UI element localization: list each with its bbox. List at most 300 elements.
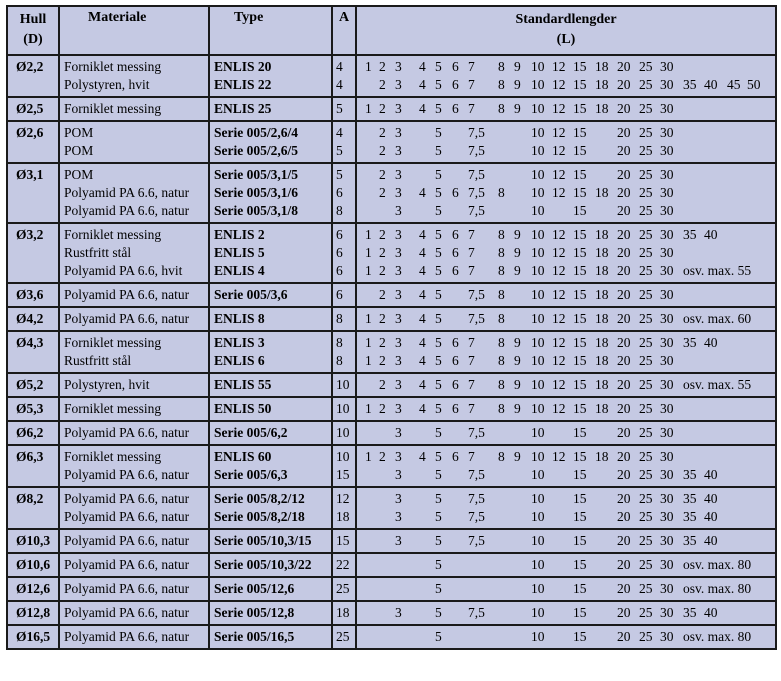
cell-type <box>209 283 332 307</box>
length-value: 12 <box>552 449 566 464</box>
cell-type <box>209 97 332 121</box>
a-value: 6 <box>336 287 343 302</box>
length-value: 7 <box>468 449 475 464</box>
type-text: Serie 005/6,3 <box>214 467 288 482</box>
cell-hull <box>7 121 59 163</box>
length-value: 30 <box>660 629 674 644</box>
cell-materiale <box>59 307 209 331</box>
length-value: 8 <box>498 227 505 242</box>
length-value: 8 <box>498 59 505 74</box>
length-line <box>361 466 775 484</box>
length-value: 8 <box>498 101 505 116</box>
length-line <box>361 184 775 202</box>
materiale-text: Polyamid PA 6.6, natur <box>64 311 190 326</box>
length-note: osv. max. 55 <box>683 263 752 278</box>
hull-value: Ø4,3 <box>16 335 44 350</box>
cell-hull <box>7 445 59 487</box>
length-value: 20 <box>617 185 631 200</box>
length-value: 30 <box>660 203 674 218</box>
hull-value: Ø10,3 <box>16 533 51 548</box>
length-value: 7 <box>468 401 475 416</box>
length-value: 10 <box>531 533 545 548</box>
length-value: 5 <box>435 581 442 596</box>
length-value: 20 <box>617 335 631 350</box>
materiale-text: Forniklet messing <box>64 101 162 116</box>
cell-a <box>332 625 356 649</box>
length-value: 10 <box>531 509 545 524</box>
type-text: ENLIS 8 <box>214 311 265 326</box>
length-value: 6 <box>452 335 459 350</box>
length-value: 3 <box>395 203 402 218</box>
length-value: 6 <box>452 59 459 74</box>
length-value: 25 <box>639 605 653 620</box>
table-body <box>7 55 776 649</box>
length-line <box>361 532 775 550</box>
length-value: 5 <box>435 377 442 392</box>
length-value: 4 <box>419 263 426 278</box>
length-value: 15 <box>573 245 587 260</box>
length-value: 10 <box>531 377 545 392</box>
length-value: 40 <box>704 509 718 524</box>
length-value: 6 <box>452 245 459 260</box>
length-value: 3 <box>395 467 402 482</box>
length-value: 20 <box>617 125 631 140</box>
length-value: 10 <box>531 101 545 116</box>
cell-a <box>332 397 356 421</box>
length-value: 4 <box>419 377 426 392</box>
length-value: 18 <box>595 377 609 392</box>
cell-type <box>209 529 332 553</box>
length-value: 25 <box>639 125 653 140</box>
cell-type <box>209 121 332 163</box>
a-value: 10 <box>336 401 350 416</box>
length-value: 18 <box>595 263 609 278</box>
cell-type <box>209 445 332 487</box>
length-value: 5 <box>435 263 442 278</box>
length-value: 18 <box>595 353 609 368</box>
cell-hull <box>7 163 59 223</box>
cell-standardlengder <box>356 487 776 529</box>
length-value: 30 <box>660 167 674 182</box>
length-value: 5 <box>435 185 442 200</box>
table-row <box>7 55 776 97</box>
cell-a <box>332 577 356 601</box>
length-value: 25 <box>639 401 653 416</box>
length-value: 12 <box>552 167 566 182</box>
type-text: Serie 005/3,6 <box>214 287 288 302</box>
length-value: 20 <box>617 581 631 596</box>
length-value: 1 <box>365 449 372 464</box>
length-value: 7 <box>468 377 475 392</box>
materiale-text: Polyamid PA 6.6, natur <box>64 491 190 506</box>
length-value: 30 <box>660 311 674 326</box>
length-value: 15 <box>573 377 587 392</box>
length-value: 12 <box>552 287 566 302</box>
length-value: 35 <box>683 533 697 548</box>
length-value: 25 <box>639 449 653 464</box>
table-row <box>7 331 776 373</box>
length-value: 30 <box>660 263 674 278</box>
materiale-text: Polyamid PA 6.6, natur <box>64 185 190 200</box>
length-note: osv. max. 55 <box>683 377 752 392</box>
length-value: 12 <box>552 335 566 350</box>
header-standardlengder-sub: (L) <box>556 32 576 47</box>
length-value: 10 <box>531 449 545 464</box>
materiale-text: Forniklet messing <box>64 335 162 350</box>
cell-hull <box>7 529 59 553</box>
length-value: 7,5 <box>468 185 485 200</box>
length-value: 8 <box>498 287 505 302</box>
type-text: Serie 005/10,3/22 <box>214 557 312 572</box>
length-value: 18 <box>595 287 609 302</box>
length-value: 35 <box>683 77 697 92</box>
cell-materiale <box>59 553 209 577</box>
length-line <box>361 628 775 646</box>
header-hull-label: Hull <box>19 12 47 27</box>
length-value: 3 <box>395 425 402 440</box>
cell-type <box>209 223 332 283</box>
length-value: 5 <box>435 509 442 524</box>
cell-standardlengder <box>356 283 776 307</box>
cell-hull <box>7 223 59 283</box>
materiale-text: Polyamid PA 6.6, natur <box>64 581 190 596</box>
length-value: 18 <box>595 449 609 464</box>
length-value: 7 <box>468 263 475 278</box>
length-line <box>361 490 775 508</box>
length-value: 2 <box>379 401 386 416</box>
length-value: 5 <box>435 125 442 140</box>
type-text: Serie 005/12,8 <box>214 605 295 620</box>
length-value: 10 <box>531 59 545 74</box>
length-value: 7 <box>468 353 475 368</box>
cell-materiale <box>59 121 209 163</box>
length-value: 30 <box>660 509 674 524</box>
length-value: 12 <box>552 263 566 278</box>
length-value: 2 <box>379 167 386 182</box>
cell-standardlengder <box>356 331 776 373</box>
cell-a <box>332 445 356 487</box>
cell-hull <box>7 625 59 649</box>
length-value: 15 <box>573 227 587 242</box>
cell-standardlengder <box>356 223 776 283</box>
length-value: 25 <box>639 533 653 548</box>
cell-standardlengder <box>356 55 776 97</box>
length-value: 15 <box>573 353 587 368</box>
length-value: 15 <box>573 605 587 620</box>
length-value: 1 <box>365 335 372 350</box>
cell-materiale <box>59 55 209 97</box>
length-value: 10 <box>531 287 545 302</box>
length-value: 12 <box>552 77 566 92</box>
length-value: 6 <box>452 77 459 92</box>
length-value: 25 <box>639 509 653 524</box>
length-value: 25 <box>639 287 653 302</box>
cell-standardlengder <box>356 397 776 421</box>
length-value: 7,5 <box>468 605 485 620</box>
length-value: 3 <box>395 311 402 326</box>
length-value: 5 <box>435 605 442 620</box>
materiale-text: Rustfritt stål <box>64 245 132 260</box>
cell-type <box>209 421 332 445</box>
cell-a <box>332 283 356 307</box>
cell-a <box>332 553 356 577</box>
length-value: 10 <box>531 263 545 278</box>
length-value: 30 <box>660 581 674 596</box>
length-value: 10 <box>531 185 545 200</box>
length-value: 20 <box>617 353 631 368</box>
hull-value: Ø8,2 <box>16 491 44 506</box>
length-value: 40 <box>704 335 718 350</box>
length-value: 30 <box>660 557 674 572</box>
length-value: 8 <box>498 245 505 260</box>
length-value: 40 <box>704 491 718 506</box>
length-value: 5 <box>435 101 442 116</box>
hull-value: Ø12,6 <box>16 581 51 596</box>
hull-value: Ø4,2 <box>16 311 44 326</box>
length-value: 18 <box>595 59 609 74</box>
hull-value: Ø10,6 <box>16 557 51 572</box>
cell-standardlengder <box>356 577 776 601</box>
length-line <box>361 376 775 394</box>
cell-standardlengder <box>356 601 776 625</box>
length-line <box>361 310 775 328</box>
length-value: 15 <box>573 581 587 596</box>
length-line <box>361 334 775 352</box>
length-value: 10 <box>531 203 545 218</box>
cell-materiale <box>59 577 209 601</box>
length-value: 12 <box>552 353 566 368</box>
a-value: 15 <box>336 467 350 482</box>
length-value: 4 <box>419 185 426 200</box>
table-row <box>7 97 776 121</box>
type-text: ENLIS 60 <box>214 449 272 464</box>
cell-materiale <box>59 421 209 445</box>
length-value: 6 <box>452 101 459 116</box>
cell-standardlengder <box>356 421 776 445</box>
table-row <box>7 445 776 487</box>
length-value: 30 <box>660 125 674 140</box>
length-value: 4 <box>419 77 426 92</box>
length-value: 2 <box>379 227 386 242</box>
length-value: 5 <box>435 59 442 74</box>
length-value: 6 <box>452 377 459 392</box>
materiale-text: POM <box>64 167 94 182</box>
length-value: 30 <box>660 449 674 464</box>
length-value: 7,5 <box>468 491 485 506</box>
cell-a <box>332 529 356 553</box>
length-value: 10 <box>531 311 545 326</box>
length-value: 15 <box>573 509 587 524</box>
length-value: 9 <box>514 335 521 350</box>
length-value: 4 <box>419 101 426 116</box>
cell-a <box>332 55 356 97</box>
materiale-text: Polyamid PA 6.6, hvit <box>64 263 183 278</box>
cell-a <box>332 121 356 163</box>
length-value: 15 <box>573 101 587 116</box>
length-value: 8 <box>498 449 505 464</box>
a-value: 6 <box>336 263 343 278</box>
length-value: 3 <box>395 227 402 242</box>
length-note: osv. max. 60 <box>683 311 752 326</box>
cell-hull <box>7 553 59 577</box>
cell-hull <box>7 331 59 373</box>
cell-type <box>209 307 332 331</box>
length-value: 30 <box>660 227 674 242</box>
a-value: 15 <box>336 533 350 548</box>
cell-materiale <box>59 283 209 307</box>
a-value: 5 <box>336 167 343 182</box>
length-value: 3 <box>395 605 402 620</box>
a-value: 4 <box>336 77 343 92</box>
length-value: 8 <box>498 311 505 326</box>
length-value: 15 <box>573 125 587 140</box>
cell-type <box>209 487 332 529</box>
materiale-text: Polyamid PA 6.6, natur <box>64 287 190 302</box>
length-value: 5 <box>435 353 442 368</box>
length-value: 30 <box>660 101 674 116</box>
type-text: ENLIS 2 <box>214 227 265 242</box>
type-text: Serie 005/3,1/5 <box>214 167 298 182</box>
length-value: 35 <box>683 605 697 620</box>
cell-type <box>209 625 332 649</box>
length-value: 2 <box>379 59 386 74</box>
length-value: 20 <box>617 101 631 116</box>
length-value: 2 <box>379 311 386 326</box>
length-value: 25 <box>639 245 653 260</box>
length-value: 5 <box>435 245 442 260</box>
type-text: Serie 005/6,2 <box>214 425 288 440</box>
length-value: 8 <box>498 335 505 350</box>
length-value: 30 <box>660 143 674 158</box>
length-value: 25 <box>639 143 653 158</box>
materiale-text: Forniklet messing <box>64 59 162 74</box>
materiale-text: Polyamid PA 6.6, natur <box>64 557 190 572</box>
length-value: 9 <box>514 353 521 368</box>
length-value: 15 <box>573 467 587 482</box>
a-value: 6 <box>336 185 343 200</box>
length-value: 15 <box>573 203 587 218</box>
length-value: 12 <box>552 227 566 242</box>
a-value: 25 <box>336 581 350 596</box>
length-value: 10 <box>531 467 545 482</box>
length-value: 15 <box>573 629 587 644</box>
cell-a <box>332 97 356 121</box>
length-value: 3 <box>395 245 402 260</box>
length-value: 7,5 <box>468 167 485 182</box>
type-text: Serie 005/8,2/18 <box>214 509 305 524</box>
length-line <box>361 142 775 160</box>
length-value: 1 <box>365 401 372 416</box>
cell-type <box>209 553 332 577</box>
materiale-text: Forniklet messing <box>64 449 162 464</box>
cell-hull <box>7 373 59 397</box>
hull-value: Ø3,6 <box>16 287 44 302</box>
length-value: 10 <box>531 629 545 644</box>
a-value: 4 <box>336 59 343 74</box>
length-value: 15 <box>573 401 587 416</box>
length-value: 25 <box>639 263 653 278</box>
length-value: 9 <box>514 77 521 92</box>
length-value: 5 <box>435 335 442 350</box>
cell-type <box>209 373 332 397</box>
type-text: ENLIS 20 <box>214 59 272 74</box>
length-value: 3 <box>395 401 402 416</box>
length-value: 2 <box>379 335 386 350</box>
length-line <box>361 556 775 574</box>
a-value: 5 <box>336 101 343 116</box>
type-text: Serie 005/3,1/8 <box>214 203 298 218</box>
length-value: 7,5 <box>468 533 485 548</box>
length-value: 15 <box>573 491 587 506</box>
length-value: 9 <box>514 401 521 416</box>
hull-value: Ø6,3 <box>16 449 44 464</box>
length-value: 10 <box>531 425 545 440</box>
length-value: 20 <box>617 245 631 260</box>
length-value: 5 <box>435 77 442 92</box>
length-value: 8 <box>498 377 505 392</box>
cell-materiale <box>59 97 209 121</box>
cell-materiale <box>59 529 209 553</box>
length-value: 1 <box>365 353 372 368</box>
length-line <box>361 448 775 466</box>
length-value: 4 <box>419 335 426 350</box>
length-line <box>361 58 775 76</box>
header-a: A <box>332 6 356 55</box>
length-line <box>361 244 775 262</box>
length-value: 25 <box>639 629 653 644</box>
length-value: 5 <box>435 491 442 506</box>
length-line <box>361 508 775 526</box>
length-value: 7,5 <box>468 203 485 218</box>
length-value: 12 <box>552 59 566 74</box>
length-value: 4 <box>419 311 426 326</box>
length-value: 5 <box>435 401 442 416</box>
length-value: 25 <box>639 377 653 392</box>
type-text: Serie 005/8,2/12 <box>214 491 305 506</box>
length-value: 12 <box>552 101 566 116</box>
length-value: 5 <box>435 203 442 218</box>
length-value: 7 <box>468 335 475 350</box>
table-row <box>7 421 776 445</box>
type-text: Serie 005/10,3/15 <box>214 533 312 548</box>
cell-standardlengder <box>356 445 776 487</box>
length-value: 25 <box>639 59 653 74</box>
length-value: 15 <box>573 143 587 158</box>
cell-materiale <box>59 397 209 421</box>
table-row <box>7 283 776 307</box>
length-value: 8 <box>498 77 505 92</box>
length-value: 25 <box>639 77 653 92</box>
length-value: 2 <box>379 245 386 260</box>
type-text: ENLIS 25 <box>214 101 272 116</box>
length-value: 35 <box>683 509 697 524</box>
length-value: 30 <box>660 77 674 92</box>
length-value: 6 <box>452 227 459 242</box>
length-value: 45 <box>727 77 741 92</box>
length-value: 5 <box>435 167 442 182</box>
length-value: 10 <box>531 557 545 572</box>
length-value: 8 <box>498 401 505 416</box>
length-value: 5 <box>435 287 442 302</box>
length-value: 12 <box>552 377 566 392</box>
length-value: 40 <box>704 227 718 242</box>
length-value: 10 <box>531 77 545 92</box>
length-line <box>361 424 775 442</box>
length-value: 18 <box>595 311 609 326</box>
length-value: 9 <box>514 449 521 464</box>
cell-materiale <box>59 223 209 283</box>
a-value: 10 <box>336 449 350 464</box>
